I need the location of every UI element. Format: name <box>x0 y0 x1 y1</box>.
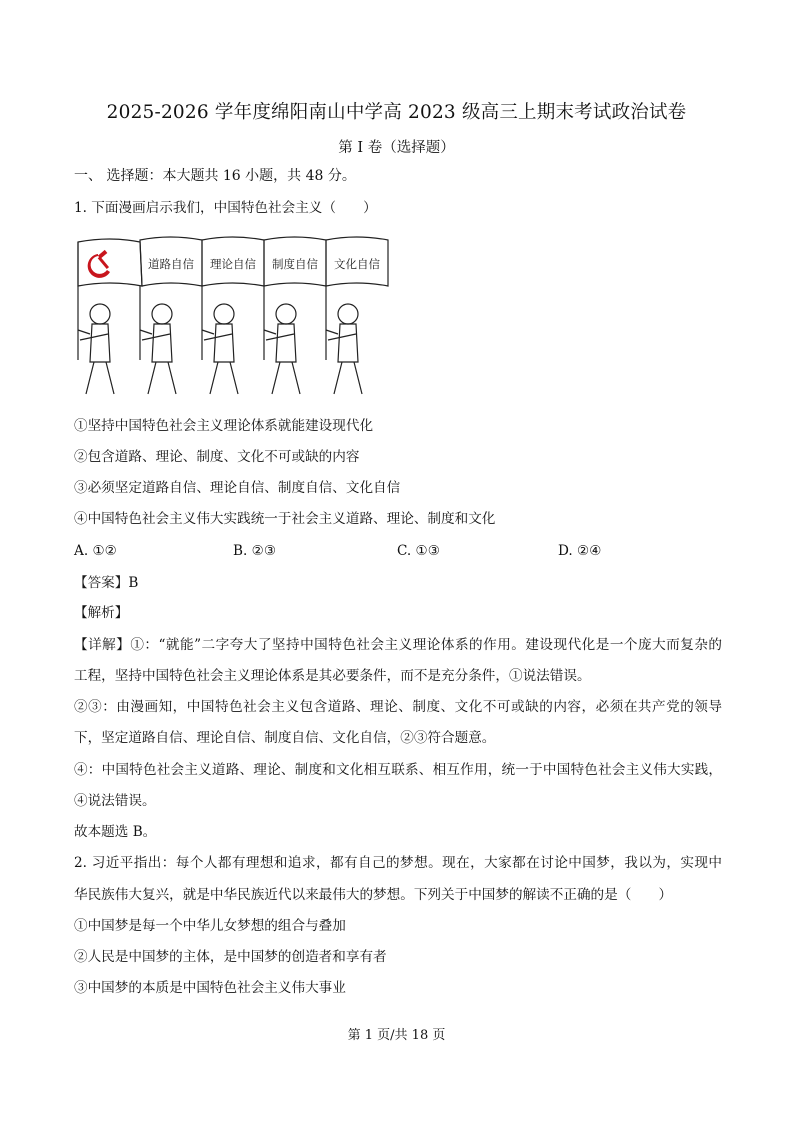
q1-detail-6: ④说法错误。 <box>74 793 156 809</box>
q1-detail-3: ②③：由漫画知，中国特色社会主义包含道路、理论、制度、文化不可或缺的内容，必须在共产党的领导 <box>74 699 722 715</box>
q1-option-d: D. ②④ <box>558 543 602 559</box>
q2-stem-2: 华民族伟大复兴，就是中华民族近代以来最伟大的梦想。下列关于中国梦的解读不正确的是（ ） <box>74 887 673 903</box>
q1-detail-2: 工程，坚持中国特色社会主义理论体系是其必要条件，而不是充分条件，①说法错误。 <box>74 668 591 684</box>
exam-subtitle: 第 I 卷（选择题） <box>338 140 455 156</box>
q1-option-b: B. ②③ <box>233 543 277 559</box>
q1-option-a: A. ①② <box>74 543 117 559</box>
answer-value: B <box>128 575 139 591</box>
q1-item-3: ③必须坚定道路自信、理论自信、制度自信、文化自信 <box>74 480 401 496</box>
q2-stem-1: 2. 习近平指出：每个人都有理想和追求，都有自己的梦想。现在，大家都在讨论中国梦，我以为，实现中 <box>74 855 722 871</box>
q1-conclusion: 故本题选 B。 <box>74 824 157 840</box>
flag-label-3: 制度自信 <box>272 257 318 271</box>
q1-stem: 1. 下面漫画启示我们，中国特色社会主义（ ） <box>74 200 377 216</box>
q1-item-1: ①坚持中国特色社会主义理论体系就能建设现代化 <box>74 418 374 434</box>
q1-cartoon <box>70 234 392 404</box>
page-footer: 第 1 页/共 18 页 <box>347 1028 446 1043</box>
q1-detail-1: 【详解】①：“就能”二字夸大了坚持中国特色社会主义理论体系的作用。建设现代化是一个庞大而复杂的 <box>74 637 722 653</box>
hammer-sickle-icon <box>88 250 110 278</box>
q1-item-4: ④中国特色社会主义伟大实践统一于社会主义道路、理论、制度和文化 <box>74 511 496 527</box>
q1-detail-5: ④：中国特色社会主义道路、理论、制度和文化相互联系、相互作用，统一于中国特色社会主义伟大实践， <box>74 762 722 778</box>
q2-item-2: ②人民是中国梦的主体，是中国梦的创造者和享有者 <box>74 949 387 965</box>
flag-label-2: 理论自信 <box>210 257 256 271</box>
flag-label-4: 文化自信 <box>334 257 380 271</box>
marching-figures <box>78 304 362 394</box>
q2-item-1: ①中国梦是每一个中华儿女梦想的组合与叠加 <box>74 918 346 934</box>
q2-item-3: ③中国梦的本质是中国特色社会主义伟大事业 <box>74 980 346 996</box>
q1-option-c: C. ①③ <box>397 543 440 559</box>
q1-item-2: ②包含道路、理论、制度、文化不可或缺的内容 <box>74 449 360 465</box>
answer-label: 【答案】 <box>74 575 129 591</box>
q1-detail-4: 下，坚定道路自信、理论自信、制度自信、文化自信，②③符合题意。 <box>74 730 496 746</box>
exam-title: 2025-2026 学年度绵阳南山中学高 2023 级高三上期末考试政治试卷 <box>106 102 687 123</box>
section-heading: 一、 选择题：本大题共 16 小题，共 48 分。 <box>74 168 356 184</box>
q1-analysis-label: 【解析】 <box>74 605 129 621</box>
q1-answer <box>74 574 138 592</box>
flag-label-1: 道路自信 <box>148 257 194 271</box>
party-flag <box>78 239 142 286</box>
